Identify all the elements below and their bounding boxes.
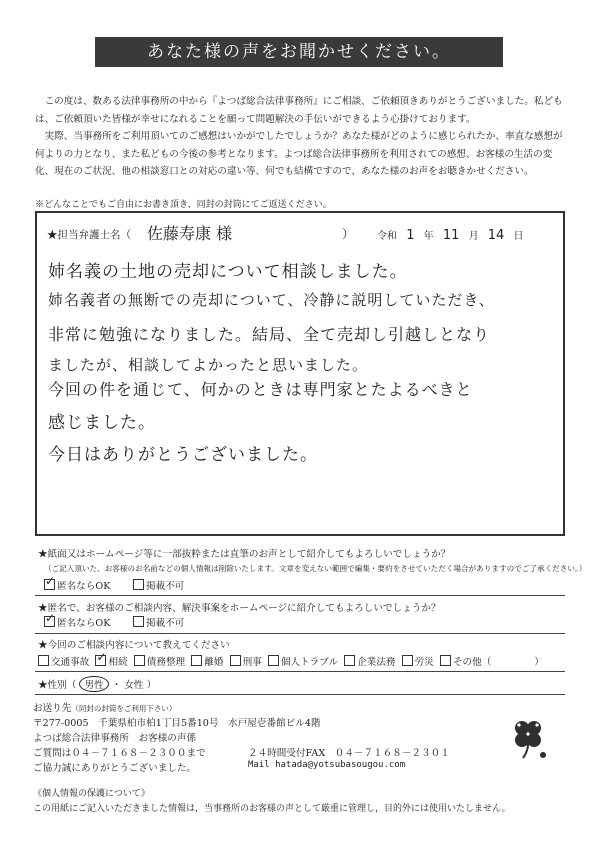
handwritten-line: 今回の件を通じて、何かのときは専門家とたよるべきと [48,380,473,399]
intro-paragraph-2: 実際、当事務所をご利用頂いてのご感想はいかがでしたでしょうか？あなた様がどのように感じられたか、率直な感想が何よりの力となり、また私どもの今後の参考となります。よつば総合法律事務所を利用されての感想、お客様の生活の変化、現在のご状況、他の相談窓口との対応の違い等、何でも結構ですので、あなた様のお声をお聴きかせください。 [35,131,563,177]
option-personal-trouble[interactable]: 個人トラブル [268,657,338,668]
divider [35,694,565,695]
date-year-label: 年 [423,231,434,242]
option-other-close: ） [534,657,544,668]
handwritten-line: 感じました。 [48,413,156,433]
address-thanks: ご協力誠にありがとうございました。 [33,763,197,774]
intro-paragraph-1: この度は、数ある法律事務所の中から『よつば総合法律事務所』にご相談、ご依頼頂きありがとうございました。私どもは、ご依頼頂いた皆様が幸せになれることを願って問題解決の手伝いができるよう心掛けております。 [35,96,563,125]
question-gender: ★性別（ 男性 ・ 女性 ） [38,676,156,692]
option-case-no[interactable]: 掲載不可 [133,615,184,629]
option-publish-no[interactable]: 掲載不可 [133,578,184,592]
option-divorce[interactable]: 離婚 [191,657,223,668]
question-case-publish: ★匿名で、お客様のご相談内容、解決事案をホームページに紹介してもよろしいでしょうか？ [38,603,441,614]
option-inheritance[interactable]: ✓ 相続 [95,657,127,668]
handwritten-line: 今日はありがとうございました。 [48,445,318,465]
attorney-paren-close: ） [342,227,355,241]
gender-male-selected[interactable]: 男性 [79,676,108,692]
address-office: よつば総合法律事務所 お客様の声係 [33,733,197,744]
checkbox-icon[interactable] [133,616,144,627]
option-debt[interactable]: 債務整理 [134,657,185,668]
checkbox-checked-icon[interactable] [44,579,55,590]
attorney-label: ★担当弁護士名（ [47,229,131,241]
handwritten-line: 姉名義者の無断での売却について、冷静に説明していただき、 [48,291,495,309]
address-postal: 〒277-0005 千葉県柏市柏1丁目5番10号 水戸屋壱番館ビル4階 [33,718,321,729]
attorney-name-handwritten: 佐藤寿康 様 [147,224,233,243]
option-other[interactable]: その他（ [440,657,491,668]
divider [35,633,565,634]
handwritten-line: ましたが、相談してよかったと思いました。 [48,356,369,374]
date-day-label: 日 [513,231,524,242]
question-publish-note: （ご記入頂いた、お客様のお名前などの個人情報は削除いたします。文章を変えない範囲で編集・要約をさせていただく場合がありますのでご了承ください。） [44,564,587,573]
date-month-label: 月 [468,231,479,242]
consult-type-options [38,654,544,668]
checkbox-checked-icon[interactable] [44,616,55,627]
address-phone: ご質問は０４－７１６８－２３００まで [33,748,206,759]
option-case-anonymous[interactable]: ✓匿名ならOK [44,615,110,629]
divider [35,595,565,596]
option-corporate[interactable]: 企業法務 [344,657,395,668]
date-field [377,227,524,243]
handwritten-line: 姉名義の土地の売却について相談しました。 [48,262,408,282]
divider [35,671,565,672]
option-traffic[interactable]: 交通事故 [38,657,89,668]
instruction-note: ※どんなことでもご自由にお書き頂き、同封の封筒にてご返送ください。 [35,200,332,210]
intro-text [35,93,567,181]
option-work-accident[interactable]: 労災 [402,657,434,668]
address-fax: ２４時間受付FAX ０４－７１６８－２３０１ [248,748,450,759]
address-mail: Mail hatada@yotsubasougou.com [248,760,406,770]
question-publish: ★紙面又はホームページ等に一部抜粋または直筆のお声として紹介してもよろしいでしょうか？ [38,549,451,560]
date-month: 11 [442,228,460,243]
address-label: お送り先（同封の封筒をご利用下さい） [33,703,177,714]
clover-icon [505,716,551,760]
handwritten-line: 非常に勉強になりました。結局、全て売却し引越しとなり [48,325,491,344]
date-day: 14 [487,228,505,243]
option-publish-anonymous[interactable]: ✓匿名ならOK [44,578,110,592]
privacy-title: 《個人情報の保護について》 [33,789,150,799]
date-year: 1 [406,228,415,243]
page-title-banner: あなた様の声をお聞かせください。 [95,37,503,67]
privacy-text: この用紙にご記入いただきました情報は，当事務所のお客様の声として厳重に管理し，目的外には使用いたしません。 [33,804,511,814]
option-criminal[interactable]: 刑事 [230,657,262,668]
date-era: 令和 [377,231,397,242]
question-consult-type: ★今回のご相談内容について教えてください [38,640,230,651]
gender-female[interactable]: 女性 [124,680,144,691]
checkbox-icon[interactable] [133,579,144,590]
